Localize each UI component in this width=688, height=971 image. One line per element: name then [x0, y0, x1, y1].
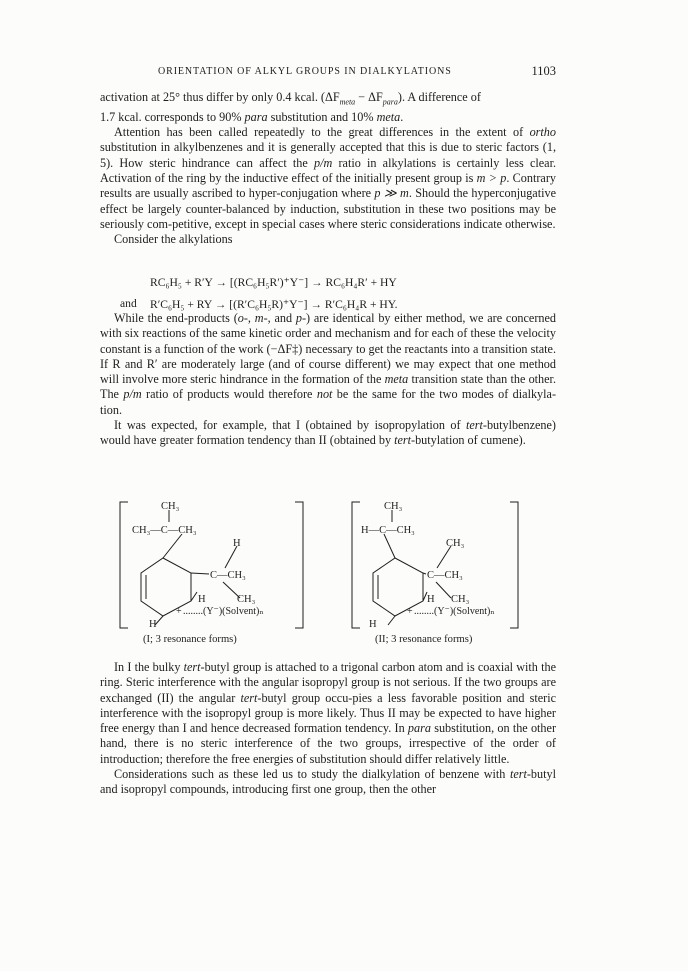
- struct2-ring-h-label: H: [427, 594, 435, 605]
- equation-2-and: and: [120, 297, 137, 310]
- struct1-bottom-h-label: H: [149, 619, 157, 630]
- struct2-bottom-h-label: H: [369, 619, 377, 630]
- text-block-top: [100, 90, 556, 247]
- struct1-top-ch3-label: CH₃: [161, 501, 180, 512]
- text-block-bottom: [100, 660, 556, 798]
- paragraph-bulky-group: In I the bulky tert-butyl group is attached to a trigonal carbon atom and is coaxial with the ring. Steric interference with the angular isopropyl group is not serious. If the two groups are exchanged (II) the angular tert-butyl group occu-pies a less favorable position and steric interference with the isopropyl group is more likely. Thus II may be expected to have higher free energy than I and hence decreased formation tendency. In para substitution, on the other hand, there is no steric interference of the two groups, irrespective of the order of introduction; therefore the free energies of substitution should differ relatively little.: [100, 660, 556, 766]
- struct2-c-ch3-label: C—CH₃: [427, 570, 463, 581]
- struct2-plus-sign: +: [407, 606, 413, 617]
- struct2-counterion-label: ........(Y⁻)(Solvent)ₙ: [414, 606, 495, 617]
- caption-structure-II: (II; 3 resonance forms): [375, 634, 473, 645]
- struct1-c-ch3-label: C—CH₃: [210, 570, 246, 581]
- struct1-counterion-label: ........(Y⁻)(Solvent)ₙ: [183, 606, 264, 617]
- paragraph-activation-line2: 1.7 kcal. corresponds to 90% para substitution and 10% meta.: [100, 109, 404, 124]
- equation-2: R′C₆H₅ + RY → [(R′C₆H₅R)⁺Y⁻] → R′C₆H₄R + HY.: [150, 298, 398, 311]
- struct2-lower-ch3-label: CH₃: [451, 594, 470, 605]
- caption-structure-I: (I; 3 resonance forms): [143, 634, 237, 645]
- equation-1: RC₆H₅ + R′Y → [(RC₆H₅R′)⁺Y⁻] → RC₆H₄R′ + HY: [150, 276, 397, 289]
- page-header: [100, 64, 556, 80]
- structure-II-diagram: [348, 500, 553, 630]
- struct1-plus-sign: +: [176, 606, 182, 617]
- text-block-middle: [100, 311, 556, 449]
- running-title: ORIENTATION OF ALKYL GROUPS IN DIALKYLATIONS: [158, 66, 452, 77]
- structure-I-diagram: [115, 500, 315, 630]
- struct2-upper-ch3-label: CH₃: [446, 538, 465, 549]
- paragraph-considerations: Considerations such as these led us to study the dialkylation of benzene with tert-butyl and isopropyl compounds, introducing first one group, then the other: [100, 767, 556, 797]
- struct2-top-ch3-label: CH₃: [384, 501, 403, 512]
- struct2-isopropyl-label: H—C—CH₃: [361, 525, 415, 536]
- paragraph-consider: Consider the alkylations: [114, 232, 233, 247]
- paragraph-expected: It was expected, for example, that I (obtained by isopropylation of tert-butylbenzene) would have greater formation tendency than II (obtained by tert-butylation of cumene).: [100, 418, 556, 448]
- paragraph-steric-attention: Attention has been called repeatedly to the great differences in the extent of ortho substitution in alkylbenzenes and it is generally accepted that this is due to steric factors (1, 5). How steric hindrance can affect the p/m ratio in alkylations is certainly less clear. Activation of the ring by the inductive effect of the initially present group is m > p. Contrary results are usually ascribed to hyper-conjugation where p ≫ m. Should the hyperconjugative effect be largely counter-balanced by induction, substitution in these two positions may be seriously com-petitive, except in special cases where steric considerations indicate otherwise.: [100, 125, 557, 231]
- struct1-h-label: H: [233, 538, 241, 549]
- struct1-tert-butyl-label: CH₃—C—CH₃: [132, 525, 197, 536]
- paragraph-end-products: While the end-products (o-, m-, and p-) are identical by either method, we are concerned with six reactions of the same kinetic order and mechanism and for each of these the velocity constant is a function of the work (−ΔF‡) necessary to get the reactants into a transition state. If R and R′ are moderately large (and of course different) we may expect that one method will involve more steric hindrance in the formation of the meta transition state than the other. The p/m ratio of products would therefore not be the same for the two modes of dialkyla-tion.: [100, 311, 557, 417]
- paragraph-activation-line1: activation at 25° thus differ by only 0.4 kcal. $(\Delta F_{meta} - \Delta F_{para})$. A difference of: [100, 90, 481, 107]
- page-number: 1103: [531, 64, 556, 78]
- struct1-lower-ch3-label: CH₃: [237, 594, 256, 605]
- struct1-ring-h-label: H: [198, 594, 206, 605]
